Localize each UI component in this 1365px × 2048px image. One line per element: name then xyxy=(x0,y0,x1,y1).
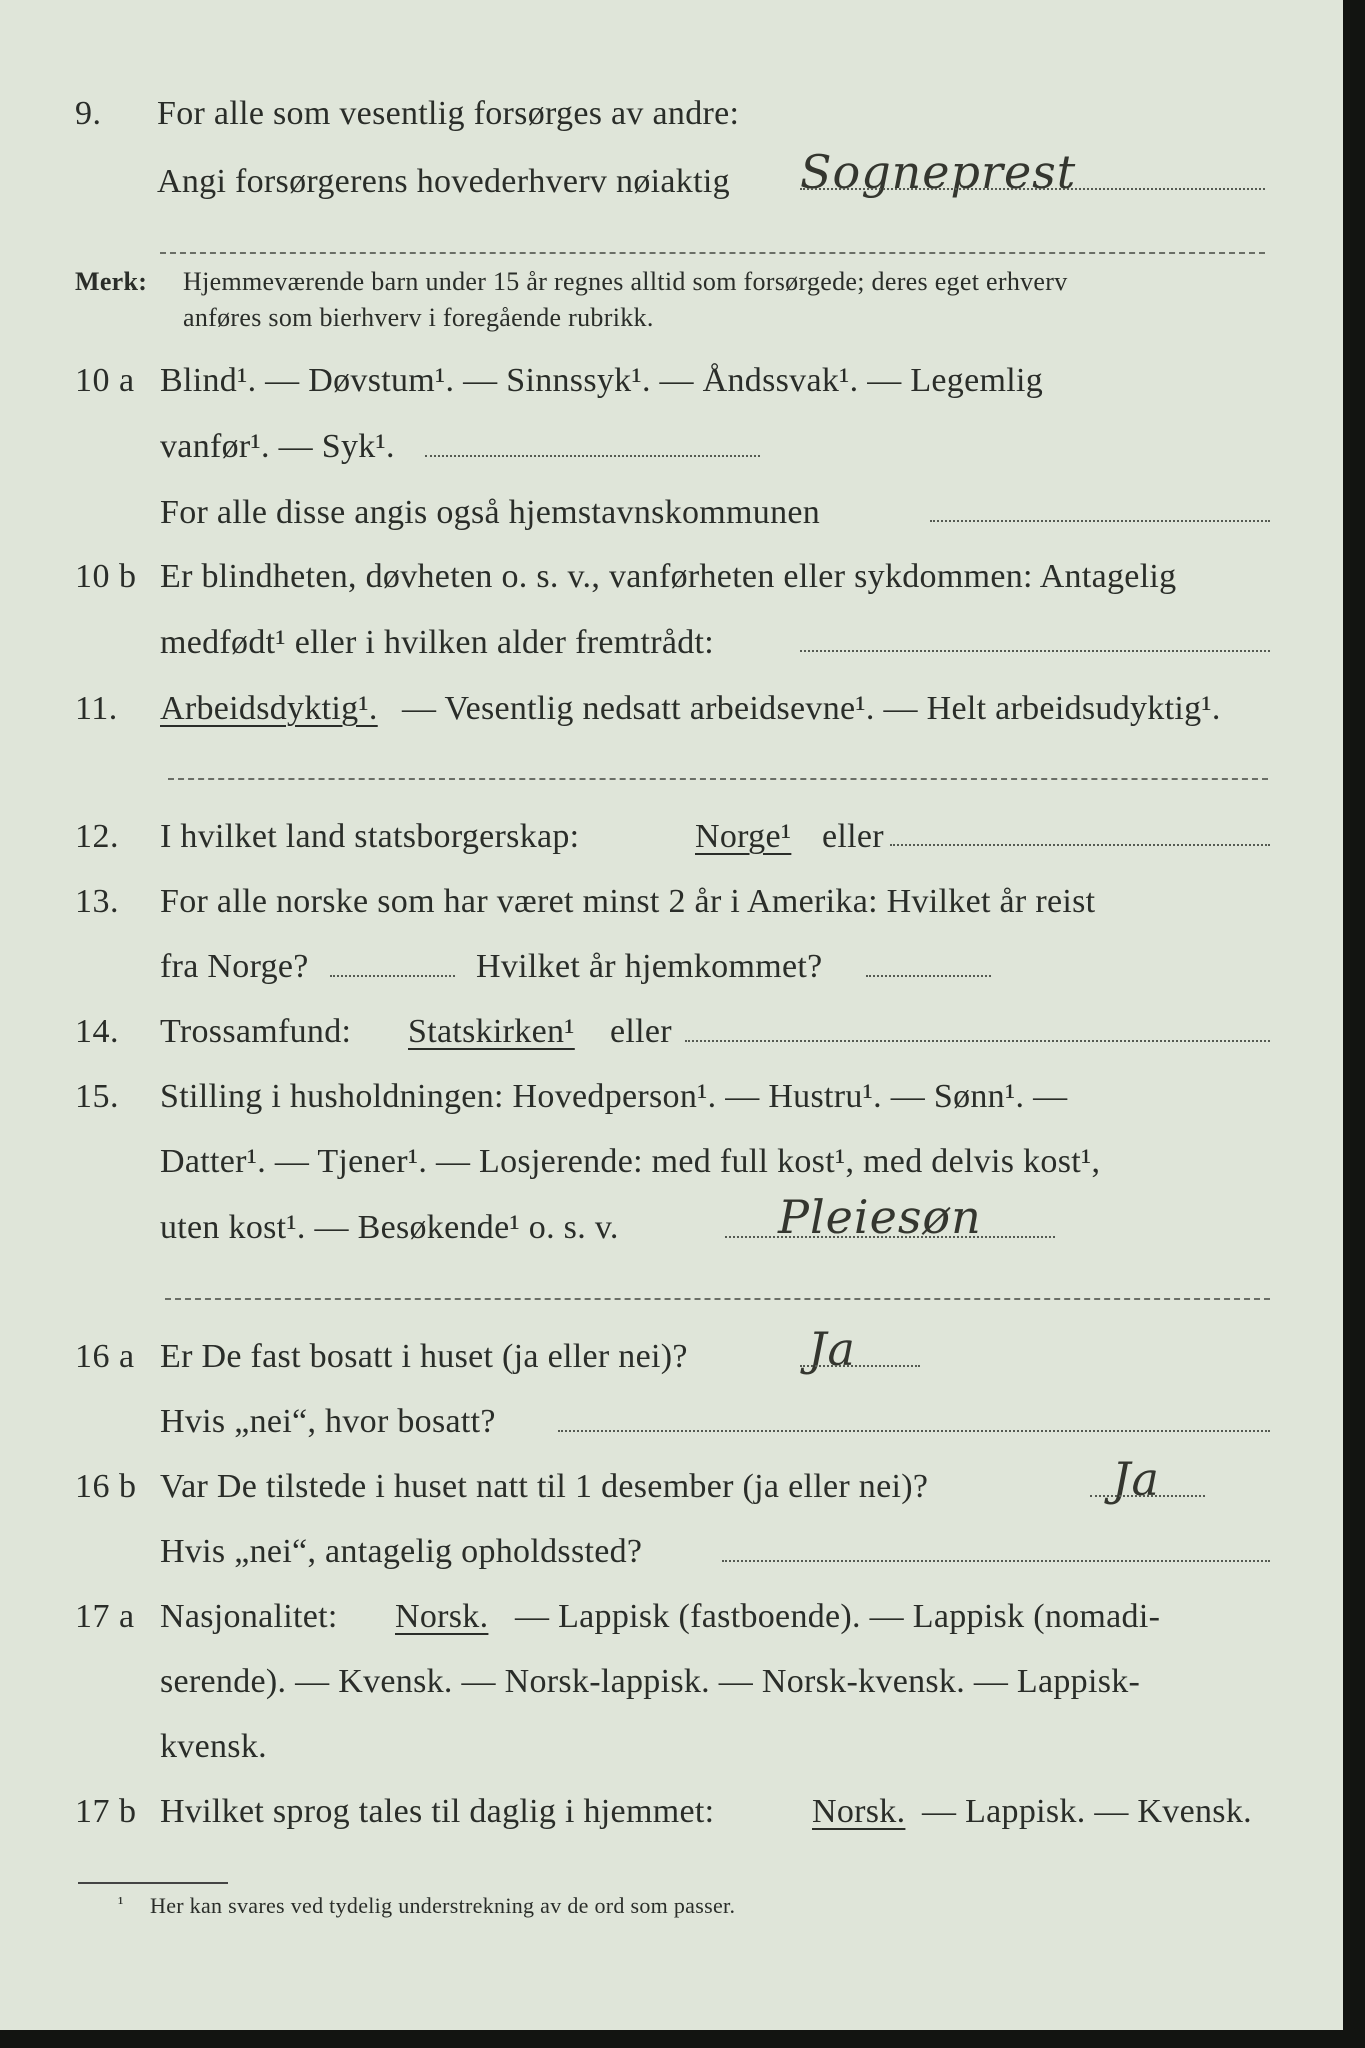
answer-line xyxy=(330,975,455,977)
question-text: fra Norge? xyxy=(160,948,309,985)
question-text: Datter¹. — Tjener¹. — Losjerende: med full kost¹, med delvis kost¹, xyxy=(160,1143,1101,1180)
answer-line xyxy=(685,1040,1270,1042)
question-text: Hvilket sprog tales til daglig i hjemmet: xyxy=(160,1793,715,1830)
question-text: medfødt¹ eller i hvilken alder fremtrådt: xyxy=(160,624,715,661)
question-number: 17 a xyxy=(75,1598,135,1635)
answer-line xyxy=(160,252,1265,254)
question-text: — Lappisk (fastboende). — Lappisk (nomadi- xyxy=(515,1598,1161,1635)
question-text: For alle disse angis også hjemstavnskommunen xyxy=(160,494,821,531)
note-label: Merk: xyxy=(75,267,148,296)
question-number: 17 b xyxy=(75,1793,137,1830)
footnote-mark: ¹ xyxy=(118,1893,124,1913)
answer-line xyxy=(725,1236,1055,1238)
answer-line xyxy=(930,520,1270,522)
underlined-choice: Norsk. xyxy=(395,1598,489,1635)
footnote-text: Her kan svares ved tydelig understrekning av de ord som passer. xyxy=(150,1893,736,1918)
footnote-divider xyxy=(78,1882,228,1884)
question-number: 12. xyxy=(75,818,119,855)
handwritten-answer: Sogneprest xyxy=(800,145,1077,199)
question-text: Hvis „nei“, antagelig opholdssted? xyxy=(160,1533,643,1570)
question-text: — Vesentlig nedsatt arbeidsevne¹. — Helt arbeidsudyktig¹. xyxy=(402,690,1221,727)
answer-line xyxy=(722,1560,1270,1562)
answer-line xyxy=(425,455,760,457)
question-text: uten kost¹. — Besøkende¹ o. s. v. xyxy=(160,1209,619,1246)
question-number: 14. xyxy=(75,1013,119,1050)
underlined-choice: Norge¹ xyxy=(695,818,792,855)
question-number: 15. xyxy=(75,1078,119,1115)
answer-line xyxy=(866,975,991,977)
scan-edge-bottom xyxy=(0,2030,1365,2048)
handwritten-answer: Ja xyxy=(808,1322,856,1376)
note-text: Hjemmeværende barn under 15 år regnes alltid som forsørgede; deres eget erhverv xyxy=(183,267,1068,296)
underlined-choice: Arbeidsdyktig¹. xyxy=(160,690,378,727)
note-text: anføres som bierhverv i foregående rubrikk. xyxy=(183,303,654,332)
question-text: Var De tilstede i huset natt til 1 desember (ja eller nei)? xyxy=(160,1468,929,1505)
question-number: 16 a xyxy=(75,1338,135,1375)
question-text: Angi forsørgerens hovederhverv nøiaktig xyxy=(157,163,730,200)
question-text: vanfør¹. — Syk¹. xyxy=(160,428,395,465)
question-text: Blind¹. — Døvstum¹. — Sinnssyk¹. — Åndssvak¹. — Legemlig xyxy=(160,362,1044,399)
question-number: 13. xyxy=(75,883,119,920)
question-text: For alle som vesentlig forsørges av andre: xyxy=(157,95,740,132)
handwritten-answer: Pleiesøn xyxy=(778,1190,982,1244)
question-number: 11. xyxy=(75,690,118,727)
question-text: eller xyxy=(822,818,884,855)
answer-line xyxy=(890,844,1270,846)
question-text: — Lappisk. — Kvensk. xyxy=(922,1793,1252,1830)
question-text: Er blindheten, døvheten o. s. v., vanførheten eller sykdommen: Antagelig xyxy=(160,558,1177,595)
question-number: 10 b xyxy=(75,558,137,595)
question-text: Nasjonalitet: xyxy=(160,1598,338,1635)
question-text: Hvilket år hjemkommet? xyxy=(476,948,823,985)
question-text: I hvilket land statsborgerskap: xyxy=(160,818,580,855)
answer-line xyxy=(165,1298,1270,1300)
question-text: For alle norske som har været minst 2 år i Amerika: Hvilket år reist xyxy=(160,883,1096,920)
question-text: Hvis „nei“, hvor bosatt? xyxy=(160,1403,496,1440)
answer-line xyxy=(800,188,1265,190)
question-text: Stilling i husholdningen: Hovedperson¹. — Hustru¹. — Sønn¹. — xyxy=(160,1078,1068,1115)
answer-line xyxy=(168,778,1268,780)
answer-line xyxy=(800,650,1270,652)
scan-edge-right xyxy=(1343,0,1365,2048)
question-number: 10 a xyxy=(75,362,135,399)
answer-line xyxy=(1090,1495,1205,1497)
question-text: kvensk. xyxy=(160,1728,267,1765)
question-number: 16 b xyxy=(75,1468,137,1505)
question-text: Trossamfund: xyxy=(160,1013,352,1050)
underlined-choice: Norsk. xyxy=(812,1793,906,1830)
question-number: 9. xyxy=(75,95,102,132)
underlined-choice: Statskirken¹ xyxy=(408,1013,575,1050)
handwritten-answer: Ja xyxy=(1112,1452,1160,1506)
question-text: eller xyxy=(610,1013,672,1050)
question-text: Er De fast bosatt i huset (ja eller nei)? xyxy=(160,1338,688,1375)
question-text: serende). — Kvensk. — Norsk-lappisk. — Norsk-kvensk. — Lappisk- xyxy=(160,1663,1141,1700)
answer-line xyxy=(558,1430,1270,1432)
answer-line xyxy=(800,1365,920,1367)
